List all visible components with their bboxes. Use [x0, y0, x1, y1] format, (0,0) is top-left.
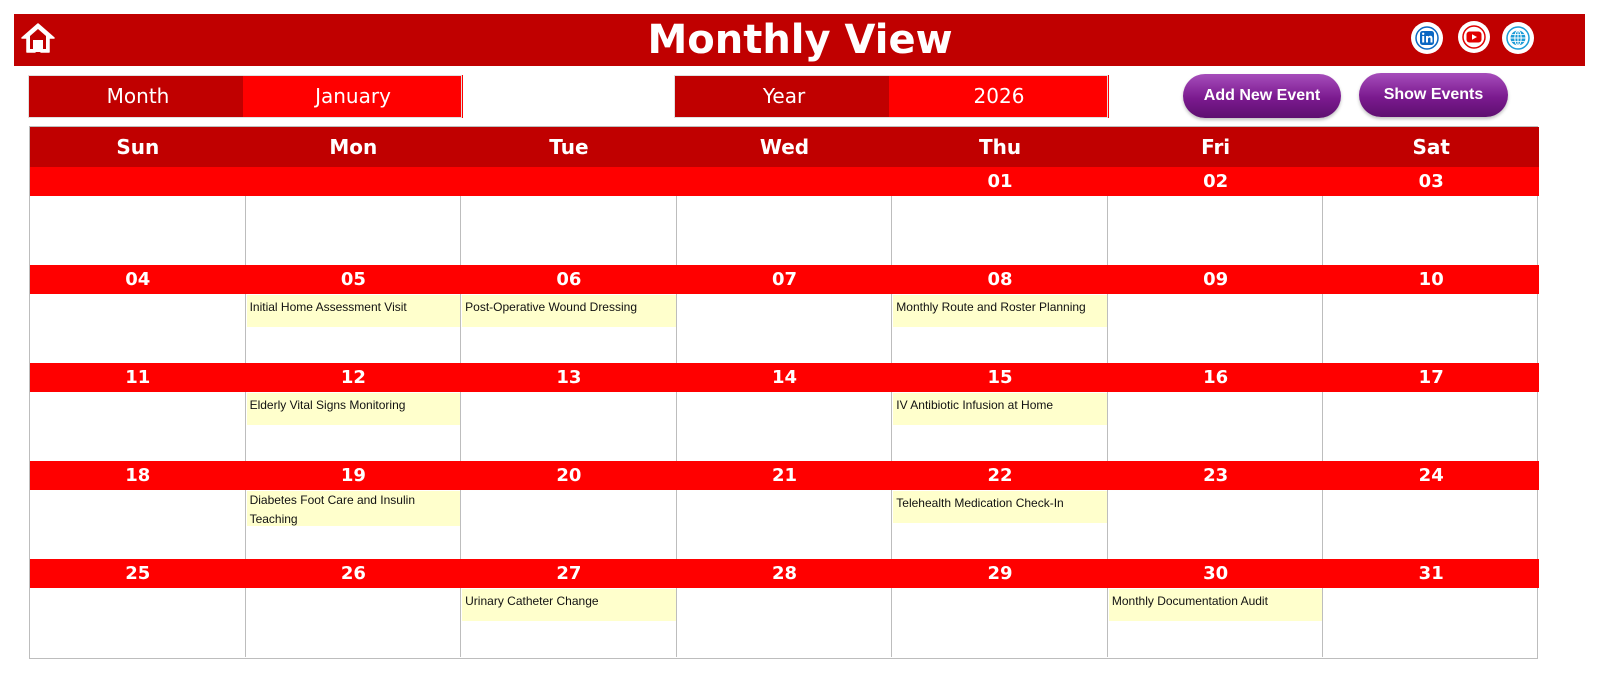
- calendar-event[interactable]: IV Antibiotic Infusion at Home: [893, 393, 1107, 425]
- day-number: 27: [556, 563, 582, 584]
- day-number: 03: [1418, 171, 1444, 192]
- day-cell[interactable]: [892, 588, 1108, 657]
- day-number: 18: [125, 465, 151, 486]
- day-cell[interactable]: [892, 196, 1108, 265]
- day-cell[interactable]: [30, 294, 246, 363]
- calendar-event[interactable]: Monthly Documentation Audit: [1109, 589, 1323, 621]
- calendar-event[interactable]: Diabetes Foot Care and Insulin Teaching: [247, 491, 461, 526]
- day-cell[interactable]: [677, 490, 893, 559]
- day-number: 21: [771, 465, 798, 486]
- day-cell[interactable]: [30, 588, 246, 657]
- weekday-tue: Tue: [549, 135, 589, 159]
- day-cell[interactable]: [30, 196, 246, 265]
- day-number: 09: [1203, 269, 1229, 290]
- month-dropdown[interactable]: January: [243, 75, 463, 118]
- year-dropdown[interactable]: 2026: [889, 75, 1109, 118]
- add-new-event-button[interactable]: Add New Event: [1183, 74, 1341, 118]
- globe-icon[interactable]: [1502, 22, 1534, 54]
- calendar-event[interactable]: Initial Home Assessment Visit: [247, 295, 461, 327]
- day-number: 20: [556, 465, 582, 486]
- day-number: 23: [1203, 465, 1229, 486]
- day-cell[interactable]: [677, 588, 893, 657]
- day-number: 15: [987, 367, 1013, 388]
- day-number: 25: [125, 563, 151, 584]
- day-cell[interactable]: [677, 392, 893, 461]
- calendar-event[interactable]: Telehealth Medication Check-In: [893, 491, 1107, 523]
- weekday-wed: Wed: [759, 135, 810, 159]
- day-cell[interactable]: [677, 294, 893, 363]
- day-cell[interactable]: [1108, 490, 1324, 559]
- day-cell[interactable]: [1108, 294, 1324, 363]
- day-number: 28: [771, 563, 798, 584]
- day-number: 19: [340, 465, 366, 486]
- day-number: 01: [987, 171, 1013, 192]
- day-cell[interactable]: [461, 392, 677, 461]
- day-number: 30: [1203, 563, 1229, 584]
- day-cell[interactable]: [461, 490, 677, 559]
- weekday-sat: Sat: [1412, 135, 1450, 159]
- day-cell[interactable]: [30, 392, 246, 461]
- day-number: 07: [771, 269, 798, 290]
- day-number: 11: [125, 367, 151, 388]
- day-number: 29: [987, 563, 1013, 584]
- day-number: 05: [340, 269, 366, 290]
- day-number: 16: [1203, 367, 1229, 388]
- calendar-event[interactable]: Monthly Route and Roster Planning: [893, 295, 1107, 327]
- day-number: 31: [1418, 563, 1444, 584]
- calendar-event[interactable]: Post-Operative Wound Dressing: [462, 295, 676, 327]
- day-number: 08: [987, 269, 1013, 290]
- calendar-event[interactable]: Urinary Catheter Change: [462, 589, 676, 621]
- weekday-mon: Mon: [329, 135, 378, 159]
- day-number: 10: [1418, 269, 1444, 290]
- day-number: 02: [1203, 171, 1229, 192]
- day-number: 24: [1418, 465, 1444, 486]
- year-label: Year: [675, 75, 893, 118]
- calendar-event[interactable]: Elderly Vital Signs Monitoring: [247, 393, 461, 425]
- day-cell[interactable]: [246, 196, 462, 265]
- day-cell[interactable]: [461, 196, 677, 265]
- weekday-sun: Sun: [116, 135, 160, 159]
- day-cell[interactable]: [1108, 196, 1324, 265]
- weekday-thu: Thu: [979, 135, 1022, 159]
- day-number: 17: [1418, 367, 1444, 388]
- day-number: 04: [125, 269, 151, 290]
- show-events-button[interactable]: Show Events: [1359, 73, 1508, 117]
- day-cell[interactable]: [1108, 392, 1324, 461]
- day-number: 14: [771, 367, 798, 388]
- day-number: 26: [340, 563, 366, 584]
- month-label: Month: [29, 75, 247, 118]
- day-number: 12: [340, 367, 366, 388]
- day-cell[interactable]: [677, 196, 893, 265]
- weekday-fri: Fri: [1201, 135, 1231, 159]
- page-title: Monthly View: [647, 17, 953, 63]
- day-number: 22: [987, 465, 1013, 486]
- day-cell[interactable]: [246, 588, 462, 657]
- linkedin-icon[interactable]: [1411, 22, 1443, 54]
- day-number: 13: [556, 367, 582, 388]
- calendar-grid: [29, 126, 1538, 659]
- youtube-icon[interactable]: [1458, 21, 1490, 53]
- day-cell[interactable]: [30, 490, 246, 559]
- day-number: 06: [556, 269, 582, 290]
